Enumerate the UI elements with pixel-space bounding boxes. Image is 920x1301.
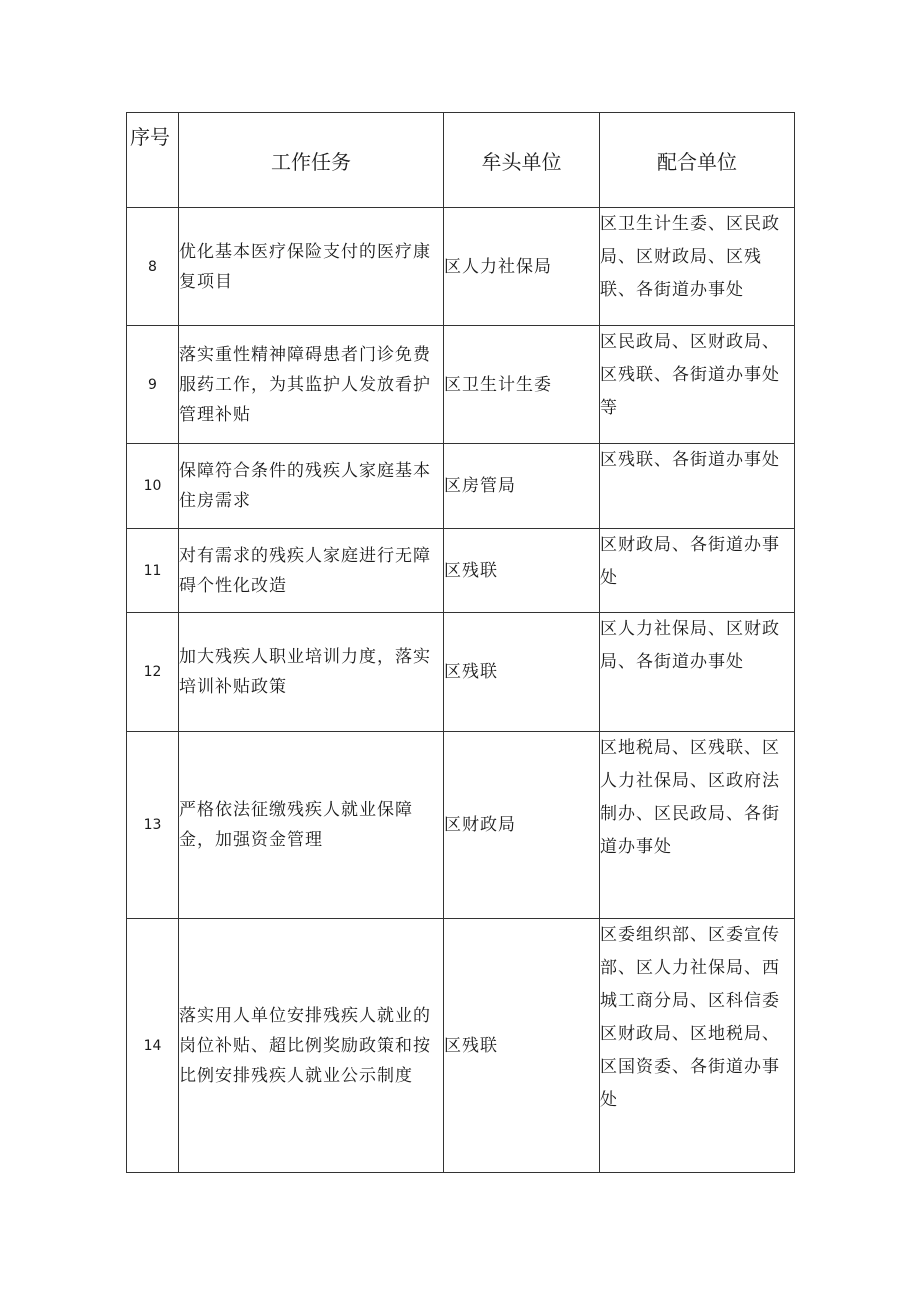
row-number: 10: [127, 444, 179, 529]
row-cooperating-units: 区民政局、区财政局、区残联、各街道办事处等: [600, 326, 795, 444]
row-number: 14: [127, 919, 179, 1173]
table-row: [127, 919, 795, 1173]
row-number: 13: [127, 732, 179, 919]
row-lead-unit: 区房管局: [444, 444, 600, 529]
row-task: 落实用人单位安排残疾人就业的岗位补贴、超比例奖励政策和按比例安排残疾人就业公示制度: [179, 919, 444, 1173]
header-serial-number: 序号: [127, 113, 179, 208]
table-row: [127, 732, 795, 919]
row-lead-unit: 区残联: [444, 919, 600, 1173]
table-row: [127, 613, 795, 732]
row-number: 12: [127, 613, 179, 732]
table-header: [127, 113, 795, 208]
header-cooperating-units: 配合单位: [600, 113, 795, 208]
header-work-task: 工作任务: [179, 113, 444, 208]
row-cooperating-units: 区人力社保局、区财政局、各街道办事处: [600, 613, 795, 732]
row-lead-unit: 区卫生计生委: [444, 326, 600, 444]
row-task: 严格依法征缴残疾人就业保障金，加强资金管理: [179, 732, 444, 919]
row-task: 保障符合条件的残疾人家庭基本住房需求: [179, 444, 444, 529]
table-row: [127, 529, 795, 613]
row-lead-unit: 区残联: [444, 613, 600, 732]
row-cooperating-units: 区卫生计生委、区民政局、区财政局、区残联、各街道办事处: [600, 208, 795, 326]
row-cooperating-units: 区地税局、区残联、区人力社保局、区政府法制办、区民政局、各街道办事处: [600, 732, 795, 919]
task-table: [126, 112, 795, 1173]
header-lead-unit: 牟头单位: [444, 113, 600, 208]
row-lead-unit: 区人力社保局: [444, 208, 600, 326]
row-number: 8: [127, 208, 179, 326]
table-row: [127, 208, 795, 326]
row-number: 9: [127, 326, 179, 444]
row-lead-unit: 区财政局: [444, 732, 600, 919]
row-cooperating-units: 区残联、各街道办事处: [600, 444, 795, 529]
row-lead-unit: 区残联: [444, 529, 600, 613]
table-row: [127, 444, 795, 529]
row-task: 优化基本医疗保险支付的医疗康复项目: [179, 208, 444, 326]
row-cooperating-units: 区委组织部、区委宣传部、区人力社保局、西城工商分局、区科信委区财政局、区地税局、区国资委、各街道办事处: [600, 919, 795, 1173]
row-task: 加大残疾人职业培训力度，落实培训补贴政策: [179, 613, 444, 732]
row-number: 11: [127, 529, 179, 613]
table-row: [127, 326, 795, 444]
row-task: 落实重性精神障碍患者门诊免费服药工作，为其监护人发放看护管理补贴: [179, 326, 444, 444]
row-cooperating-units: 区财政局、各街道办事处: [600, 529, 795, 613]
row-task: 对有需求的残疾人家庭进行无障碍个性化改造: [179, 529, 444, 613]
